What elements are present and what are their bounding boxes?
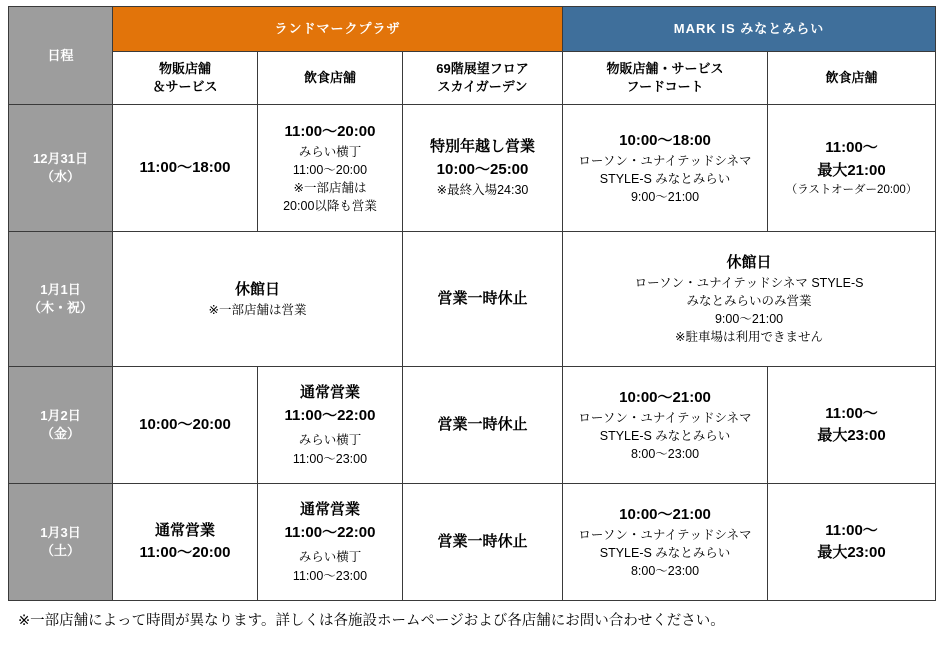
status-text: 営業一時休止 [437, 415, 528, 433]
table-footnote: ※一部店舗によって時間が異なります。詳しくは各施設ホームページおよび各店舗にお問い合わせください。 [18, 613, 725, 629]
cell-1231-lmp-food [258, 105, 403, 232]
status-text: 休館日 [234, 280, 280, 298]
cell-1231-mi-retail [563, 105, 768, 232]
cell-0103-sky-garden [403, 484, 563, 601]
cell-1231-lmp-retail [113, 105, 258, 232]
header-category-mi-food [768, 52, 936, 105]
note-text: （ラストオーダー20:00） [785, 184, 918, 197]
note-text: ローソン・ユナイテッドシネマ [578, 411, 752, 426]
cell-0103-lmp-food [258, 484, 403, 601]
hours-text: 最大23:00 [817, 544, 886, 561]
opening-hours-table [8, 6, 936, 601]
hours-text: 特別年越し営業 [430, 138, 536, 156]
header-category-mi-retail [563, 52, 768, 105]
note-text: STYLE-S みなとみらい [599, 172, 731, 187]
date-line: （土） [40, 543, 80, 558]
note-text: みらい横丁 [298, 550, 362, 565]
note-text: STYLE-S みなとみらい [599, 429, 731, 444]
date-line: 1月2日 [40, 408, 81, 424]
hours-text: 10:00〜21:00 [619, 388, 711, 406]
cell-0102-mi-food [768, 367, 936, 484]
note-text: 11:00〜23:00 [292, 568, 368, 583]
date-line: （水） [40, 169, 80, 184]
note-text: みなとみらいのみ営業 [686, 294, 812, 309]
note-text: 9:00〜21:00 [630, 190, 700, 205]
date-line: 1月1日 [40, 282, 81, 298]
table-header-category-row [9, 52, 936, 105]
cell-0102-lmp-retail [113, 367, 258, 484]
hours-text: 通常営業 [299, 384, 360, 402]
note-text: みらい横丁 [298, 145, 362, 159]
hours-text: 10:00〜18:00 [619, 131, 711, 149]
hours-text: 10:00〜25:00 [436, 160, 529, 178]
hours-text: 11:00〜20:00 [284, 122, 376, 140]
row-date-0103 [9, 484, 113, 601]
date-line: 1月3日 [40, 525, 81, 541]
cell-0103-mi-food [768, 484, 936, 601]
cell-0103-mi-retail [563, 484, 768, 601]
note-text: ※一部店舗は [293, 181, 367, 196]
date-line: 12月31日 [33, 151, 88, 167]
cell-0101-mi-merged [563, 232, 936, 367]
hours-text: 11:00〜 [825, 521, 878, 539]
header-mall-landmark-plaza: ランドマークプラザ [113, 7, 563, 52]
note-text: ローソン・ユナイテッドシネマ [578, 154, 752, 169]
header-category-lmp-retail [113, 52, 258, 105]
category-line: フードコート [626, 79, 704, 94]
hours-text: 最大21:00 [817, 161, 886, 179]
header-date-label: 日程 [9, 7, 113, 105]
hours-text: 通常営業 [299, 501, 360, 519]
note-text: ※最終入場24:30 [436, 183, 529, 198]
header-mall-mark-is: MARK IS みなとみらい [563, 7, 936, 52]
cell-1231-mi-food [768, 105, 936, 232]
table-row [9, 105, 936, 232]
cell-0103-lmp-retail [113, 484, 258, 601]
row-date-0102 [9, 367, 113, 484]
cell-0102-sky-garden [403, 367, 563, 484]
note-text: ※一部店舗は営業 [208, 303, 307, 318]
hours-text: 11:00〜20:00 [139, 544, 231, 561]
category-line: 物販店舗・サービス [606, 61, 724, 77]
note-text: 8:00〜23:00 [630, 564, 700, 579]
hours-text: 11:00〜 [825, 404, 878, 422]
hours-text: 10:00〜20:00 [139, 415, 231, 433]
cell-1231-sky-garden [403, 105, 563, 232]
note-text: 11:00〜23:00 [292, 451, 368, 466]
note-text: 20:00以降も営業 [283, 199, 377, 214]
date-line: （金） [40, 426, 80, 441]
hours-text: 通常営業 [154, 521, 215, 539]
status-text: 営業一時休止 [437, 289, 528, 307]
category-line: スカイガーデン [437, 79, 528, 94]
note-text: ※駐車場は利用できません [675, 330, 824, 345]
hours-text: 11:00〜22:00 [284, 406, 376, 424]
hours-text: 11:00〜22:00 [284, 523, 376, 541]
table-row [9, 367, 936, 484]
header-category-lmp-food [258, 52, 403, 105]
cell-0102-mi-retail [563, 367, 768, 484]
row-date-0101 [9, 232, 113, 367]
hours-text: 11:00〜18:00 [139, 158, 231, 176]
row-date-1231 [9, 105, 113, 232]
hours-text: 10:00〜21:00 [619, 505, 711, 523]
cell-0102-lmp-food [258, 367, 403, 484]
note-text: 9:00〜21:00 [714, 312, 784, 327]
table-row [9, 484, 936, 601]
table-header-mall-row [9, 7, 936, 52]
note-text: STYLE-S みなとみらい [599, 546, 731, 561]
note-text: 8:00〜23:00 [630, 447, 700, 462]
note-text: 11:00〜20:00 [292, 163, 368, 178]
note-text: ローソン・ユナイテッドシネマ [578, 528, 752, 543]
cell-0101-sky-garden [403, 232, 563, 367]
note-text: みらい横丁 [298, 433, 362, 448]
status-text: 休館日 [726, 253, 772, 271]
table-row [9, 232, 936, 367]
category-line: 飲食店舗 [303, 70, 356, 86]
cell-0101-lmp-merged [113, 232, 403, 367]
note-text: ローソン・ユナイテッドシネマ STYLE-S [634, 276, 864, 290]
hours-text: 最大23:00 [817, 427, 886, 444]
status-text: 営業一時休止 [437, 532, 528, 550]
header-category-sky-garden [403, 52, 563, 105]
category-line: 飲食店舗 [825, 70, 878, 86]
category-line: 物販店舗 [158, 61, 211, 77]
category-line: ＆サービス [152, 79, 218, 94]
category-line: 69階展望フロア [436, 61, 529, 77]
hours-text: 11:00〜 [825, 139, 878, 157]
date-line: （木・祝） [27, 300, 93, 315]
